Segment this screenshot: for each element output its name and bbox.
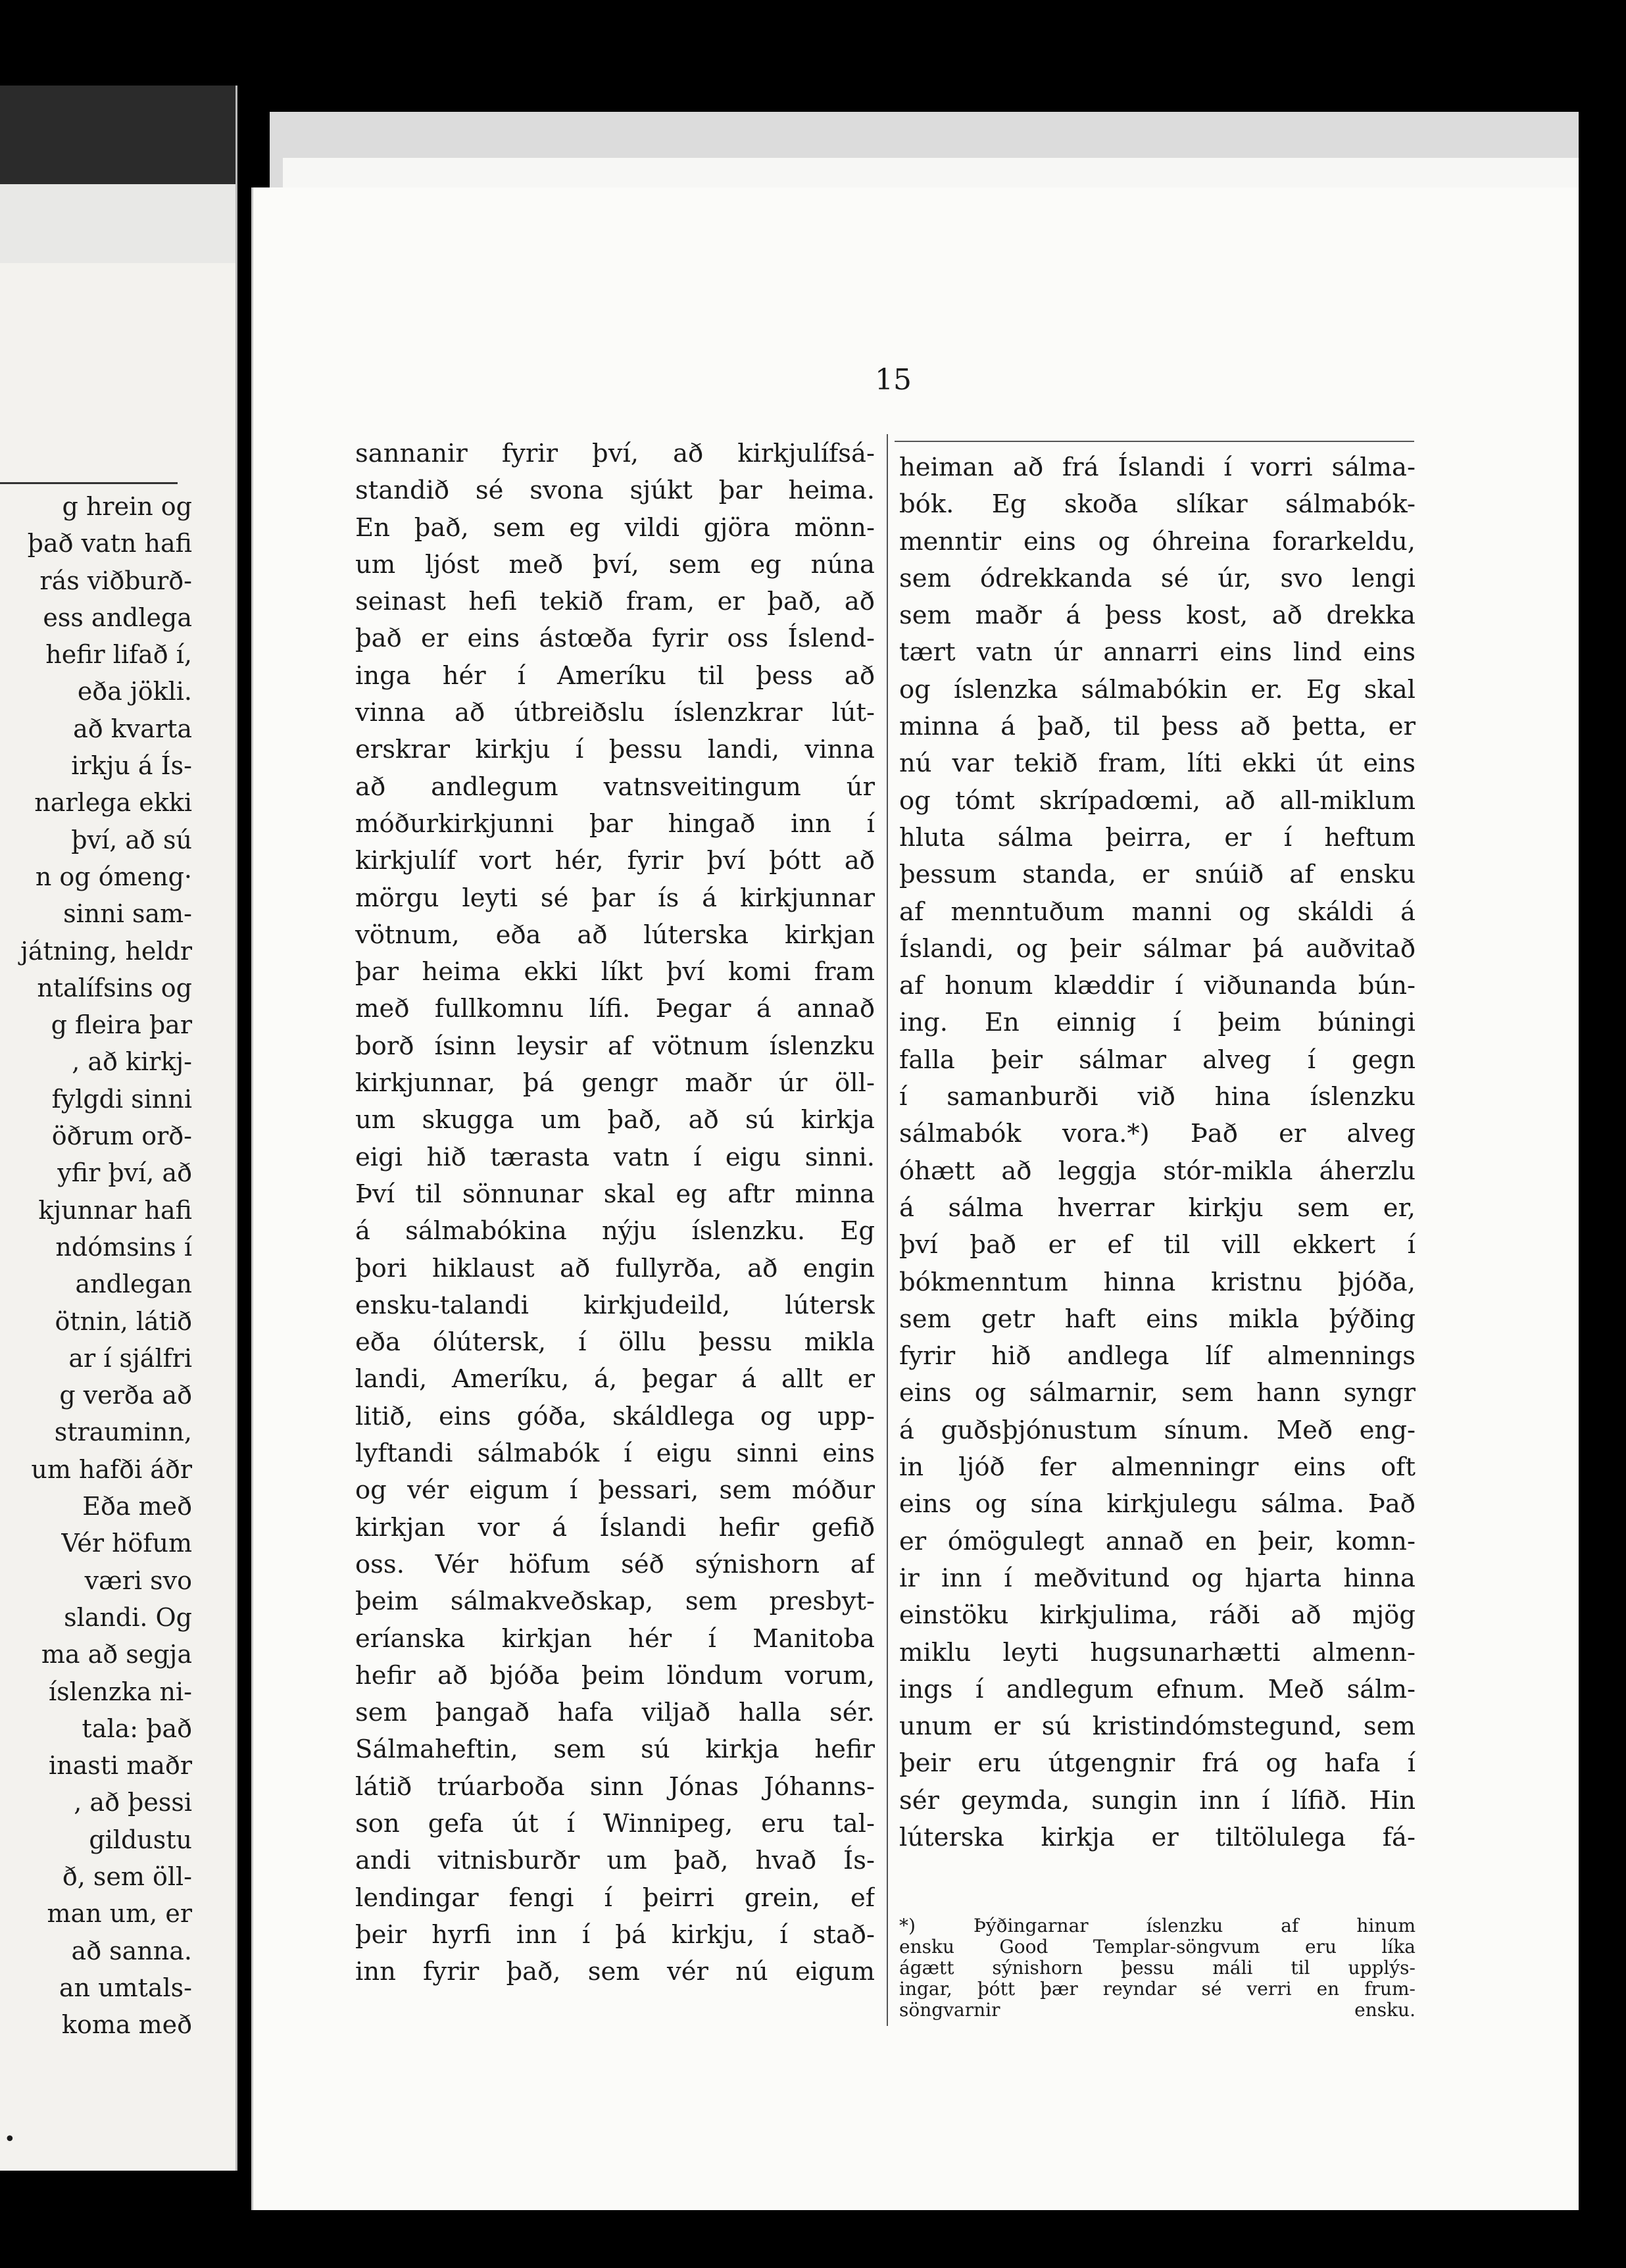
text-line: eigi hið tærasta vatn í eigu sinni.	[355, 1142, 875, 1172]
text-line: oss. Vér höfum séð sýnishorn af	[355, 1549, 875, 1579]
text-line: sem maðr á þess kost, að drekka	[899, 601, 1416, 631]
text-line: með fullkomnu lífi. Þegar á annað	[355, 994, 875, 1024]
text-line: lendingar fengi í þeirri grein, ef	[355, 1883, 875, 1913]
text-line: móðurkirkjunni þar hingað inn í	[355, 808, 875, 839]
previous-page-line: g hrein og	[62, 492, 192, 521]
page-number: 15	[875, 363, 912, 397]
text-line: þori hiklaust að fullyrða, að engin	[355, 1253, 875, 1283]
previous-page-line: kjunnar hafi	[38, 1195, 192, 1225]
previous-page-line: , að þessi	[74, 1788, 192, 1817]
footnote-line: ágætt sýnishorn þessu máli til upplýs-	[899, 1957, 1416, 1979]
text-line: son gefa út í Winnipeg, eru tal-	[355, 1808, 875, 1838]
previous-page-line: gildustu	[89, 1825, 192, 1854]
text-line: fyrir hið andlega líf almennings	[899, 1341, 1416, 1371]
previous-page-line: hefir lifað í,	[45, 640, 192, 670]
text-line: það er eins ástœða fyrir oss Íslend-	[355, 624, 875, 654]
text-line: um skugga um það, að sú kirkja	[355, 1105, 875, 1135]
column-divider	[887, 434, 888, 2026]
text-line: minna á það, til þess að þetta, er	[899, 712, 1416, 742]
text-line: sér geymda, sungin inn í lífið. Hin	[899, 1785, 1416, 1815]
previous-page-line: sinni sam-	[63, 899, 192, 929]
text-line: erskrar kirkju í þessu landi, vinna	[355, 735, 875, 765]
footnote	[899, 1915, 1416, 2021]
text-line: af menntuðum manni og skáldi á	[899, 897, 1416, 927]
text-line: lúterska kirkja er tiltölulega fá-	[899, 1822, 1416, 1852]
previous-page-line: það vatn hafi	[27, 529, 192, 558]
text-line: vötnum, eða að lúterska kirkjan	[355, 920, 875, 950]
previous-page-line: n og ómeng·	[35, 862, 192, 891]
previous-page-line: játning, heldr	[20, 936, 192, 966]
previous-page-line: g verða að	[59, 1381, 192, 1410]
text-line: Sálmaheftin, sem sú kirkja hefir	[355, 1735, 875, 1765]
text-line: En það, sem eg vildi gjöra mönn-	[355, 512, 875, 543]
text-line: er ómögulegt annað en þeir, komn-	[899, 1526, 1416, 1556]
previous-page-line: væri svo	[84, 1565, 192, 1595]
text-line: og vér eigum í þessari, sem móður	[355, 1475, 875, 1506]
text-line: einstöku kirkjulima, ráði að mjög	[899, 1600, 1416, 1631]
previous-page-line: eða jökli.	[77, 677, 192, 706]
text-line: bók. Eg skoða slíkar sálmabók-	[899, 489, 1416, 520]
previous-page-line: yfir því, að	[57, 1158, 192, 1188]
previous-page-line: andlegan	[75, 1270, 192, 1299]
text-line: hefir að bjóða þeim löndum vorum,	[355, 1660, 875, 1690]
previous-page-line: Eða með	[82, 1492, 192, 1521]
previous-page-line: fylgdi sinni	[51, 1084, 192, 1114]
text-line: menntir eins og óhreina forarkeldu,	[899, 526, 1416, 556]
previous-page-line: Vér höfum	[61, 1529, 192, 1558]
previous-page-text	[0, 488, 192, 2043]
text-line: landi, Ameríku, á, þegar á allt er	[355, 1364, 875, 1394]
previous-page-line: ess andlega	[43, 603, 192, 632]
text-line: á sálma hverrar kirkju sem er,	[899, 1193, 1416, 1223]
previous-page-line: irkju á Ís-	[71, 751, 192, 781]
text-line: sem þangað hafa viljað halla sér.	[355, 1698, 875, 1728]
text-line: vinna að útbreiðslu íslenzkrar lút-	[355, 698, 875, 728]
text-line: þeir hyrfi inn í þá kirkju, í stað-	[355, 1919, 875, 1950]
text-line: kirkjan vor á Íslandi hefir gefið	[355, 1512, 875, 1542]
previous-page-rule	[0, 482, 178, 484]
previous-page-line: ndómsins í	[55, 1232, 192, 1262]
text-line: í samanburði við hina íslenzku	[899, 1082, 1416, 1112]
text-line: bókmenntum hinna kristnu þjóða,	[899, 1267, 1416, 1297]
previous-page-top-shadow	[0, 86, 235, 184]
text-line: að andlegum vatnsveitingum úr	[355, 772, 875, 802]
text-line: þeir eru útgengnir frá og hafa í	[899, 1748, 1416, 1779]
footnote-line: ensku Good Templar-söngvum eru líka	[899, 1936, 1416, 1958]
text-line: kirkjunnar, þá gengr maðr úr öll-	[355, 1068, 875, 1098]
text-line: standið sé svona sjúkt þar heima.	[355, 476, 875, 506]
text-line: litið, eins góða, skáldlega og upp-	[355, 1401, 875, 1431]
text-line: falla þeir sálmar alveg í gegn	[899, 1045, 1416, 1075]
previous-page-line: , að kirkj-	[72, 1047, 192, 1077]
text-line: mörgu leyti sé þar ís á kirkjunnar	[355, 883, 875, 913]
previous-page-line: öðrum orð-	[51, 1122, 192, 1151]
text-line: þar heima ekki líkt því komi fram	[355, 957, 875, 987]
text-line: Því til sönnunar skal eg aftr minna	[355, 1179, 875, 1209]
previous-page-line: að sanna.	[71, 1936, 192, 1965]
previous-page-line: ar í sjálfri	[68, 1343, 192, 1373]
text-line: nú var tekið fram, líti ekki út eins	[899, 749, 1416, 779]
previous-page-line: íslenzka ni-	[48, 1677, 192, 1706]
text-line: ir inn í meðvitund og hjarta hinna	[899, 1563, 1416, 1593]
previous-page-line: an umtals-	[59, 1973, 192, 2002]
text-line: miklu leyti hugsunarhætti almenn-	[899, 1637, 1416, 1667]
text-line: af honum klæddir í viðunanda bún-	[899, 971, 1416, 1001]
previous-page-line: tala: það	[82, 1713, 192, 1743]
previous-page-line: koma með	[61, 2010, 192, 2040]
text-line: um ljóst með því, sem eg núna	[355, 549, 875, 579]
previous-page-line: narlega ekki	[34, 788, 192, 818]
previous-page-line: man um, er	[47, 1899, 192, 1929]
text-line: kirkjulíf vort hér, fyrir því þótt að	[355, 846, 875, 876]
text-line: því það er ef til vill ekkert í	[899, 1230, 1416, 1260]
right-column-text	[899, 449, 1416, 1856]
previous-page-line: ötnin, látið	[55, 1306, 192, 1336]
text-line: sem getr haft eins mikla þýðing	[899, 1304, 1416, 1334]
text-line: borð ísinn leysir af vötnum íslenzku	[355, 1031, 875, 1061]
text-line: ing. En einnig í þeim búningi	[899, 1008, 1416, 1038]
text-line: og íslenzka sálmabókin er. Eg skal	[899, 674, 1416, 704]
left-column-text	[355, 435, 875, 1990]
text-line: þessum standa, er snúið af ensku	[899, 860, 1416, 890]
text-line: sannanir fyrir því, að kirkjulífsá-	[355, 439, 875, 468]
text-line: látið trúarboða sinn Jónas Jóhanns-	[355, 1771, 875, 1802]
text-line: ings í andlegum efnum. Með sálm-	[899, 1674, 1416, 1704]
text-line: sálmabók vora.*) Það er alveg	[899, 1119, 1416, 1149]
previous-page-line: slandi. Og	[64, 1602, 192, 1632]
footnote-line: söngvarnir ensku.	[899, 1999, 1416, 2021]
text-line: tært vatn úr annarri eins lind eins	[899, 637, 1416, 668]
text-line: Íslandi, og þeir sálmar þá auðvitað	[899, 933, 1416, 964]
previous-page-line: ð, sem öll-	[62, 1861, 192, 1891]
previous-page-line: inasti maðr	[48, 1751, 192, 1781]
previous-page-line: ma að segja	[41, 1640, 192, 1669]
text-line: inn fyrir það, sem vér nú eigum	[355, 1957, 875, 1987]
text-line: á guðsþjónustum sínum. Með eng-	[899, 1415, 1416, 1445]
previous-page-speck: •	[4, 2128, 16, 2151]
text-line: inga hér í Ameríku til þess að	[355, 660, 875, 691]
text-line: þeim sálmakveðskap, sem presbyt-	[355, 1587, 875, 1617]
text-line: á sálmabókina nýju íslenzku. Eg	[355, 1216, 875, 1246]
previous-page-line: um hafði áðr	[31, 1454, 192, 1484]
text-line: óhætt að leggja stór-mikla áherzlu	[899, 1156, 1416, 1186]
previous-page-line: ntalífsins og	[37, 973, 192, 1002]
previous-page-line: strauminn,	[54, 1418, 192, 1447]
text-line: seinast hefi tekið fram, er það, að	[355, 587, 875, 617]
previous-page	[0, 86, 237, 2171]
previous-page-top-strip	[0, 184, 235, 263]
previous-page-line: því, að sú	[71, 825, 192, 854]
previous-page-line: rás viðburð-	[39, 566, 192, 595]
text-line: og tómt skrípadœmi, að all-miklum	[899, 785, 1416, 816]
previous-page-line: að kvarta	[73, 714, 192, 743]
text-line: sem ódrekkanda sé úr, svo lengi	[899, 563, 1416, 593]
text-line: eríanska kirkjan hér í Manitoba	[355, 1623, 875, 1654]
text-line: andi vitnisburðr um það, hvað Ís-	[355, 1846, 875, 1876]
previous-page-line: g fleira þar	[51, 1010, 192, 1040]
footnote-line: *) Þýðingarnar íslenzku af hinum	[899, 1915, 1416, 1936]
footnote-line: ingar, þótt þær reyndar sé verri en frum-	[899, 1978, 1416, 2000]
text-line: in ljóð fer almenningr eins oft	[899, 1452, 1416, 1483]
text-line: heiman að frá Íslandi í vorri sálma-	[899, 453, 1416, 482]
text-line: eins og sína kirkjulegu sálma. Það	[899, 1489, 1416, 1519]
text-line: unum er sú kristindómstegund, sem	[899, 1712, 1416, 1742]
text-line: lyftandi sálmabók í eigu sinni eins	[355, 1439, 875, 1469]
text-line: hluta sálma þeirra, er í heftum	[899, 822, 1416, 852]
right-column-top-rule	[895, 441, 1414, 442]
text-line: eða ólútersk, í öllu þessu mikla	[355, 1327, 875, 1358]
text-line: eins og sálmarnir, sem hann syngr	[899, 1378, 1416, 1408]
text-line: ensku-talandi kirkjudeild, lútersk	[355, 1290, 875, 1320]
